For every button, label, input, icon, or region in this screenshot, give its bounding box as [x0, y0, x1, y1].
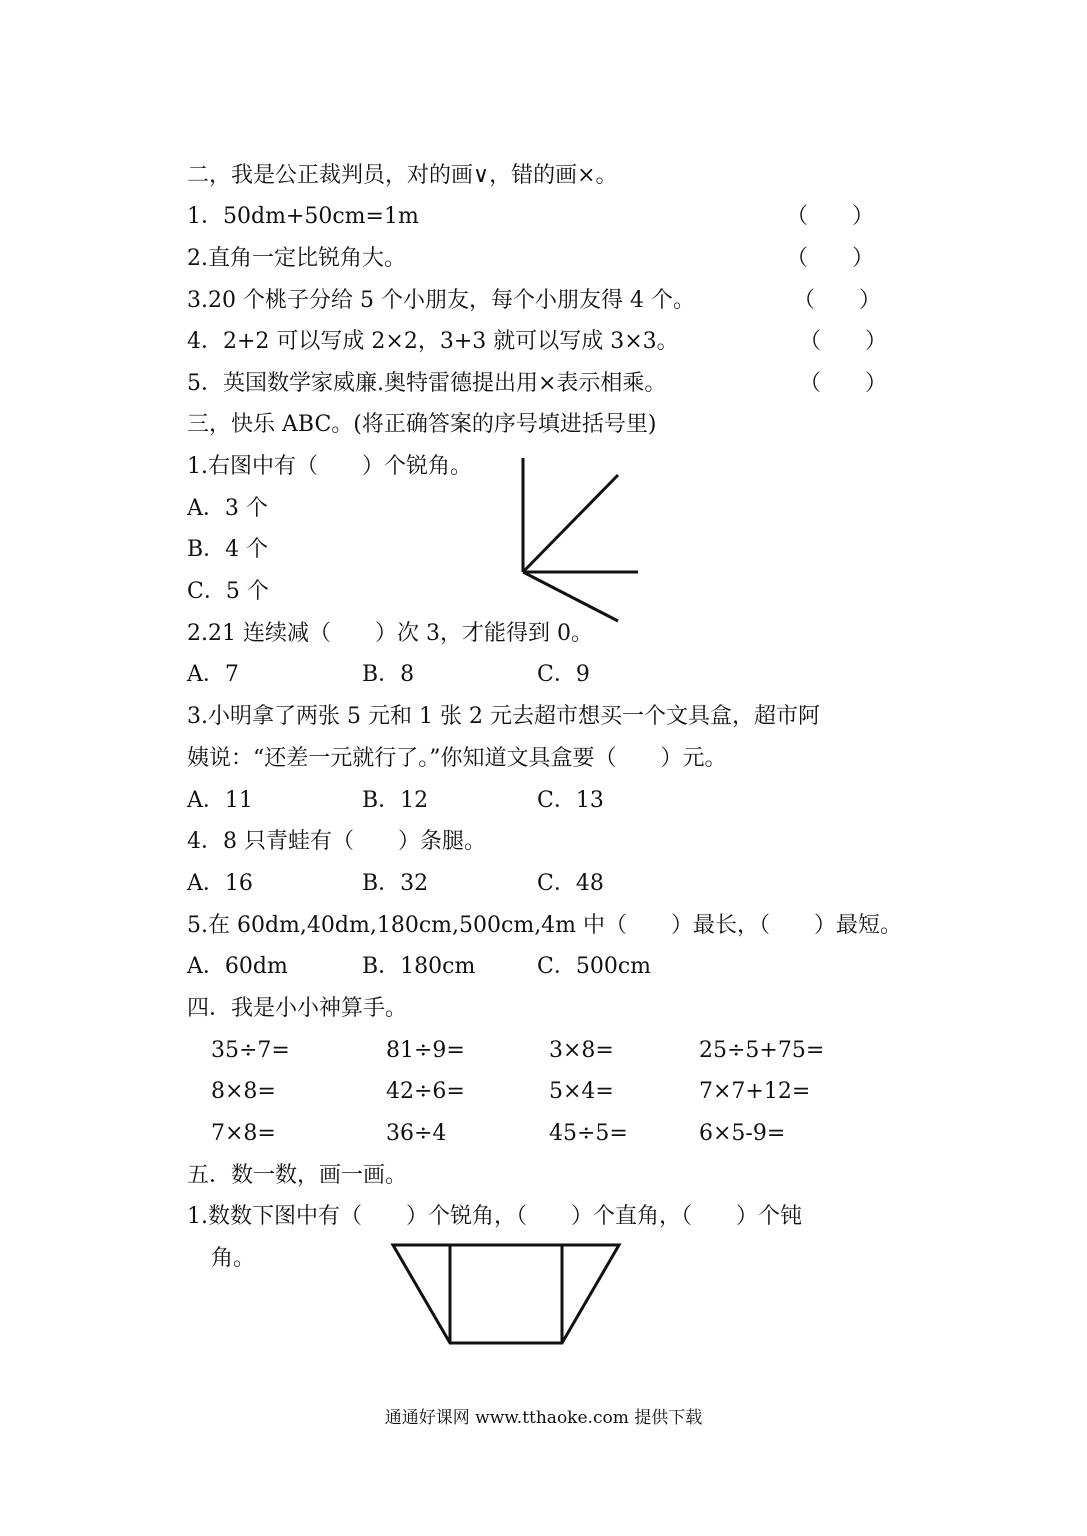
trapezoid-figure	[390, 1242, 622, 1348]
section-4-heading: 四．我是小小神算手。	[187, 996, 408, 1021]
mc-q3-option-a: A．11	[187, 788, 253, 813]
calc-r3-c1: 7×8=	[211, 1121, 276, 1146]
calc-r2-c1: 8×8=	[211, 1079, 276, 1104]
angle-ray-diagonal	[523, 475, 618, 572]
count-question-line-1: 1.数数下图中有（ ）个锐角，（ ）个直角，（ ）个钝	[187, 1204, 802, 1229]
mc-q5-option-a: A．60dm	[187, 954, 288, 979]
judge-item-3: 3.20 个桃子分给 5 个小朋友，每个小朋友得 4 个。	[187, 288, 695, 313]
mc-question-3-line-1: 3.小明拿了两张 5 元和 1 张 2 元去超市想买一个文具盒，超市阿	[187, 704, 820, 729]
angle-ray-downward	[523, 572, 618, 621]
trapezoid-outline	[393, 1245, 619, 1343]
mc-question-5: 5.在 60dm,40dm,180cm,500cm,4m 中（ ）最长，（ ）最短。	[187, 913, 903, 938]
mc-q2-option-c: C．9	[537, 662, 590, 687]
calc-r3-c2: 36÷4	[386, 1121, 447, 1146]
judge-item-2: 2.直角一定比锐角大。	[187, 246, 406, 271]
mc-q1-option-c: C．5 个	[187, 579, 269, 604]
mc-q3-option-c: C．13	[537, 788, 604, 813]
mc-q2-option-b: B．8	[362, 662, 415, 687]
mc-question-1: 1.右图中有（ ）个锐角。	[187, 454, 472, 479]
calc-r3-c4: 6×5-9=	[699, 1121, 786, 1146]
mc-q3-option-b: B．12	[362, 788, 429, 813]
angle-rays-figure	[515, 455, 645, 625]
mc-question-3-line-2: 姨说：“还差一元就行了。”你知道文具盒要（ ）元。	[187, 746, 727, 771]
judge-item-5: 5．英国数学家威廉.奥特雷德提出用×表示相乘。	[187, 371, 667, 396]
judge-item-4: 4．2+2 可以写成 2×2，3+3 就可以写成 3×3。	[187, 329, 679, 354]
calc-r1-c4: 25÷5+75=	[699, 1038, 825, 1063]
calc-r1-c1: 35÷7=	[211, 1038, 290, 1063]
answer-blank-4[interactable]: （ ）	[799, 329, 888, 354]
section-3-heading: 三，快乐 ABC。(将正确答案的序号填进括号里)	[187, 412, 657, 437]
footer-source: 通通好课网 www.tthaoke.com 提供下载	[384, 1408, 703, 1428]
calc-r2-c3: 5×4=	[549, 1079, 614, 1104]
calc-r3-c3: 45÷5=	[549, 1121, 628, 1146]
calc-r1-c2: 81÷9=	[386, 1038, 465, 1063]
mc-question-4: 4．8 只青蛙有（ ）条腿。	[187, 829, 486, 854]
mc-q2-option-a: A．7	[187, 662, 239, 687]
calc-r2-c4: 7×7+12=	[699, 1079, 811, 1104]
calc-r1-c3: 3×8=	[549, 1038, 614, 1063]
mc-q5-option-b: B．180cm	[362, 954, 476, 979]
section-5-heading: 五．数一数，画一画。	[187, 1163, 408, 1188]
answer-blank-1[interactable]: （ ）	[786, 204, 875, 229]
judge-item-1: 1．50dm+50cm=1m	[187, 204, 419, 229]
mc-q4-option-a: A．16	[187, 871, 253, 896]
answer-blank-5[interactable]: （ ）	[799, 371, 888, 396]
answer-blank-3[interactable]: （ ）	[793, 288, 882, 313]
mc-q4-option-b: B．32	[362, 871, 429, 896]
mc-question-2: 2.21 连续减（ ）次 3，才能得到 0。	[187, 621, 593, 646]
count-question-line-2: 角。	[211, 1246, 256, 1271]
answer-blank-2[interactable]: （ ）	[786, 246, 875, 271]
mc-q5-option-c: C．500cm	[537, 954, 652, 979]
mc-q1-option-b: B．4 个	[187, 537, 269, 562]
mc-q4-option-c: C．48	[537, 871, 604, 896]
mc-q1-option-a: A．3 个	[187, 496, 268, 521]
section-2-heading: 二，我是公正裁判员，对的画∨，错的画×。	[187, 163, 618, 188]
calc-r2-c2: 42÷6=	[386, 1079, 465, 1104]
